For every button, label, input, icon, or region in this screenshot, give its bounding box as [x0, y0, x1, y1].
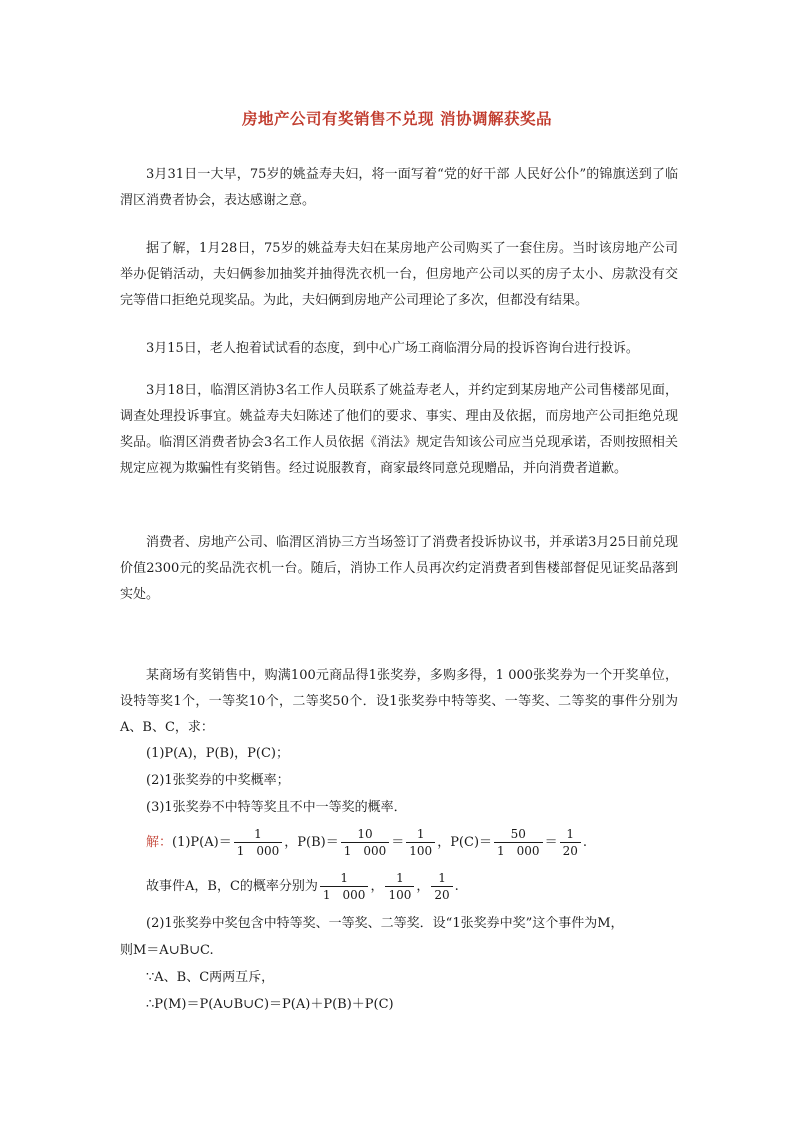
fraction-pb: $\frac{1}{100}$ [406, 826, 435, 859]
paragraph-2: 据了解，1月28日，75岁的姚益寿夫妇在某房地产公司购买了一套住房。当时该房地产公司举办促销活动，夫妇俩参加抽奖并抽得洗衣机一台，但房地产公司以买的房子太小、房款没有交完等借口拒绝兑现奖品。为此，夫妇俩到房地产公司理论了多次，但都没有结果。 [120, 241, 678, 308]
fraction-c: $\frac{1}{20}$ [431, 870, 452, 903]
solution-line-6: ∴P(M)＝P(A∪B∪C)＝P(A)＋P(B)＋P(C) [146, 997, 394, 1012]
fraction-b: $\frac{1}{100}$ [385, 870, 414, 903]
paragraph-3: 3月15日，老人抱着试试看的态度，到中心广场工商临渭分局的投诉咨询台进行投诉。 [146, 341, 639, 356]
question-3: (3)1张奖券不中特等奖且不中一等奖的概率． [146, 800, 407, 815]
fraction-pc: $\frac{1}{20}$ [560, 826, 581, 859]
solution-line-3: (2)1张奖券中奖包含中特等奖、一等奖、二等奖．设“1张奖券中奖”这个事件为M， [146, 916, 624, 931]
solution-line-2: 故事件A，B，C的概率分别为 $\frac{1}{1 000}$ ， $\frac{1}{100}$ ， $\frac{1}{20}$ . [146, 871, 459, 902]
problem-stem: 某商场有奖销售中，购满100元商品得1张奖券，多购多得，1 000张奖券为一个开奖单位，设特等奖1个，一等奖10个，二等奖50个．设1张奖券中特等奖、一等奖、二等奖的事件分别为A、B、C，求： [120, 668, 678, 735]
solution-label: 解： [146, 835, 173, 850]
fraction-a: $\frac{1}{1 000}$ [320, 870, 369, 903]
paragraph-5: 消费者、房地产公司、临渭区消协三方当场签订了消费者投诉协议书，并承诺3月25日前兑现价值2300元的奖品洗衣机一台。随后，消协工作人员再次约定消费者到售楼部督促见证奖品落到实处。 [120, 535, 678, 602]
fraction-pa: $\frac{1}{1 000}$ [234, 826, 283, 859]
question-2: (2)1张奖券的中奖概率； [146, 773, 290, 788]
solution-line-5: ∵A、B、C两两互斥， [146, 970, 275, 985]
question-1: (1)P(A)，P(B)，P(C)； [146, 746, 289, 761]
fraction-pb-raw: $\frac{10}{1 000}$ [341, 826, 390, 859]
fraction-pc-raw: $\frac{50}{1 000}$ [494, 826, 543, 859]
solution-line-1: 解：(1)P(A)＝ $\frac{1}{1 000}$ ，P(B)＝ $\frac{10}{1 000}$ ＝ $\frac{1}{100}$ ，P(C)＝ $\frac{50}{1 000}$ ＝ $\frac{1}{20}$ . [146, 827, 588, 858]
article-title: 房地产公司有奖销售不兑现 消协调解获奖品 [242, 109, 552, 128]
paragraph-4: 3月18日，临渭区消协3名工作人员联系了姚益寿老人，并约定到某房地产公司售楼部见面，调查处理投诉事宜。姚益寿夫妇陈述了他们的要求、事实、理由及依据，而房地产公司拒绝兑现奖品。临渭区消费者协会3名工作人员依据《消法》规定告知该公司应当兑现承诺，否则按照相关规定应视为欺骗性有奖销售。经过说服教育，商家最终同意兑现赠品，并向消费者道歉。 [120, 383, 678, 476]
solution-line-4: 则M＝A∪B∪C. [120, 943, 214, 958]
paragraph-1: 3月31日一大早，75岁的姚益寿夫妇，将一面写着“党的好干部 人民好公仆”的锦旗送到了临渭区消费者协会，表达感谢之意。 [120, 167, 678, 208]
